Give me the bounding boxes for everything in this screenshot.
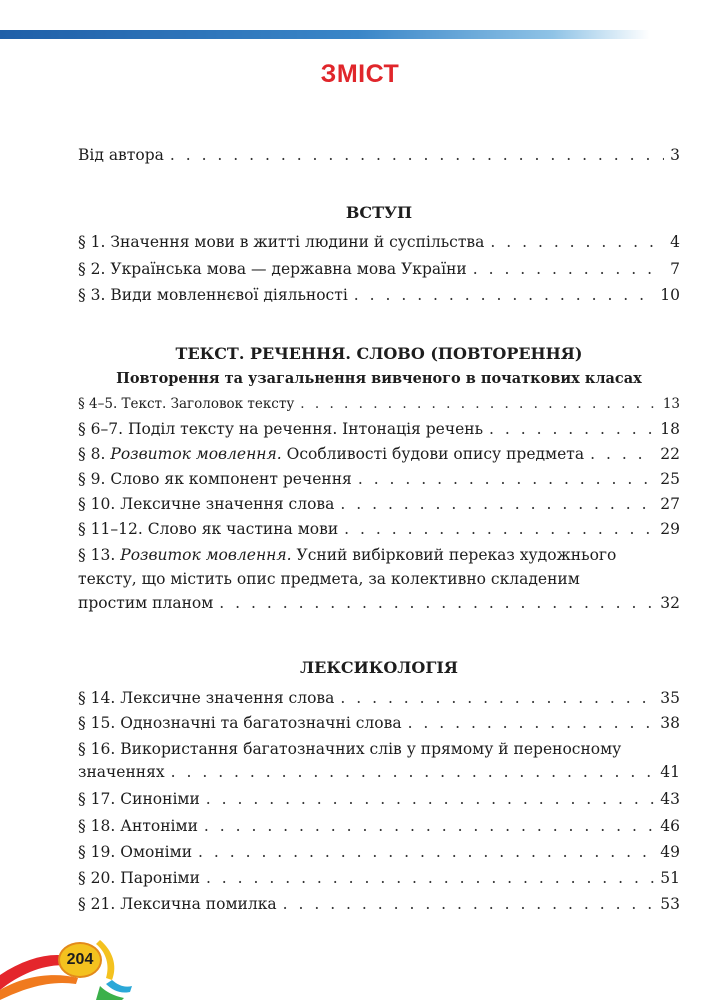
toc-entry[interactable] xyxy=(78,442,680,466)
toc-entry-label: § 11–12. Слово як частина мови xyxy=(78,520,339,538)
dot-leader xyxy=(340,686,654,710)
toc-entry-label: § 10. Лексичне значення слова xyxy=(78,495,335,513)
top-decorative-bar xyxy=(0,30,650,39)
toc-entry-page: 7 xyxy=(670,260,680,278)
dot-leader xyxy=(473,257,664,281)
toc-entry-number: § 8. xyxy=(78,445,111,463)
toc-entry-label: § 14. Лексичне значення слова xyxy=(78,689,335,707)
toc-entry-page: 27 xyxy=(660,495,680,513)
toc-entry[interactable] xyxy=(78,467,680,491)
toc-entry-page: 51 xyxy=(660,869,680,887)
dot-leader xyxy=(206,866,654,890)
dot-leader xyxy=(198,840,654,864)
page-number-badge: 204 xyxy=(58,942,102,978)
dot-leader xyxy=(204,814,654,838)
section-heading-leksykolohiia: ЛЕКСИКОЛОГІЯ xyxy=(300,658,458,677)
toc-entry-italic: Розвиток мовлення. xyxy=(110,445,282,463)
dot-leader xyxy=(206,787,654,811)
toc-entry[interactable] xyxy=(78,257,680,281)
dot-leader xyxy=(489,417,654,441)
toc-entry-label: § 2. Українська мова — державна мова України xyxy=(78,260,467,278)
toc-entry[interactable] xyxy=(78,814,680,838)
dot-leader xyxy=(300,392,657,416)
toc-entry-text: Особливості будови опису предмета xyxy=(281,445,585,463)
dot-leader xyxy=(354,283,654,307)
toc-entry-page: 29 xyxy=(660,520,680,538)
toc-entry-page: 22 xyxy=(660,445,680,463)
toc-entry-page: 3 xyxy=(670,146,680,164)
dot-leader xyxy=(344,517,654,541)
toc-entry-intro[interactable] xyxy=(78,143,680,167)
toc-entry-line-2: тексту, що містить опис предмета, за колективно складеним xyxy=(78,570,580,588)
toc-entry-label: § 4–5. Текст. Заголовок тексту xyxy=(78,396,295,412)
toc-entry[interactable] xyxy=(78,686,680,710)
toc-entry-label: простим планом xyxy=(78,594,214,612)
dot-leader xyxy=(590,442,654,466)
toc-entry-label: § 20. Пароніми xyxy=(78,869,200,887)
toc-entry-multiline[interactable]: § 16. Використання багатозначних слів у прямому й переносному xyxy=(78,740,622,758)
toc-entry-page: 35 xyxy=(660,689,680,707)
toc-entry-italic: Розвиток мовлення. xyxy=(120,546,292,564)
toc-entry-page: 25 xyxy=(660,470,680,488)
toc-entry-page: 46 xyxy=(660,817,680,835)
toc-entry-label: Від автора xyxy=(78,146,164,164)
toc-entry-label: § 19. Омоніми xyxy=(78,843,193,861)
toc-entry-label xyxy=(78,442,584,466)
toc-entry-label: § 9. Слово як компонент речення xyxy=(78,470,352,488)
dot-leader xyxy=(358,467,654,491)
toc-entry[interactable] xyxy=(78,230,680,254)
section-subheading: Повторення та узагальнення вивченого в початкових класах xyxy=(116,370,642,387)
toc-entry[interactable] xyxy=(78,492,680,516)
toc-entry-page: 32 xyxy=(660,594,680,612)
toc-entry-page: 38 xyxy=(660,714,680,732)
toc-entry[interactable] xyxy=(78,866,680,890)
toc-entry-number: § 13. xyxy=(78,546,121,564)
dot-leader xyxy=(170,143,664,167)
dot-leader xyxy=(408,711,655,735)
dot-leader xyxy=(171,760,655,784)
dot-leader xyxy=(340,492,654,516)
section-heading-vstup: ВСТУП xyxy=(345,203,413,222)
toc-entry-page: 4 xyxy=(670,233,680,251)
toc-entry-page: 43 xyxy=(660,790,680,808)
toc-entry-label: § 3. Види мовленнєвої діяльності xyxy=(78,286,348,304)
dot-leader xyxy=(283,892,655,916)
toc-entry[interactable] xyxy=(78,392,680,416)
toc-entry[interactable] xyxy=(78,711,680,735)
toc-entry-line-3[interactable] xyxy=(78,591,680,615)
toc-entry[interactable] xyxy=(78,417,680,441)
toc-entry-label: § 21. Лексична помилка xyxy=(78,895,277,913)
toc-entry-line-2[interactable] xyxy=(78,760,680,784)
toc-entry-label: значеннях xyxy=(78,763,165,781)
toc-entry-page: 53 xyxy=(660,895,680,913)
toc-entry-page: 13 xyxy=(662,396,680,412)
dot-leader xyxy=(490,230,664,254)
toc-entry-page: 49 xyxy=(660,843,680,861)
toc-entry-label: § 17. Синоніми xyxy=(78,790,200,808)
toc-entry-label: § 6–7. Поділ тексту на речення. Інтонація речень xyxy=(78,420,484,438)
dot-leader xyxy=(219,591,654,615)
toc-entry-page: 41 xyxy=(660,763,680,781)
toc-entry-page: 18 xyxy=(660,420,680,438)
toc-entry-text: Усний вибірковий переказ художнього xyxy=(291,546,617,564)
toc-entry[interactable] xyxy=(78,787,680,811)
toc-entry[interactable] xyxy=(78,892,680,916)
toc-entry-label: § 18. Антоніми xyxy=(78,817,198,835)
section-heading-tekst: ТЕКСТ. РЕЧЕННЯ. СЛОВО (ПОВТОРЕННЯ) xyxy=(175,344,583,363)
toc-entry[interactable] xyxy=(78,283,680,307)
toc-entry-label: § 15. Однозначні та багатозначні слова xyxy=(78,714,402,732)
toc-entry[interactable] xyxy=(78,517,680,541)
page-title: ЗМІСТ xyxy=(320,60,400,88)
toc-entry-label: § 1. Значення мови в житті людини й суспільства xyxy=(78,233,485,251)
toc-entry-multiline[interactable] xyxy=(78,543,680,567)
toc-entry-page: 10 xyxy=(660,286,680,304)
toc-entry[interactable] xyxy=(78,840,680,864)
